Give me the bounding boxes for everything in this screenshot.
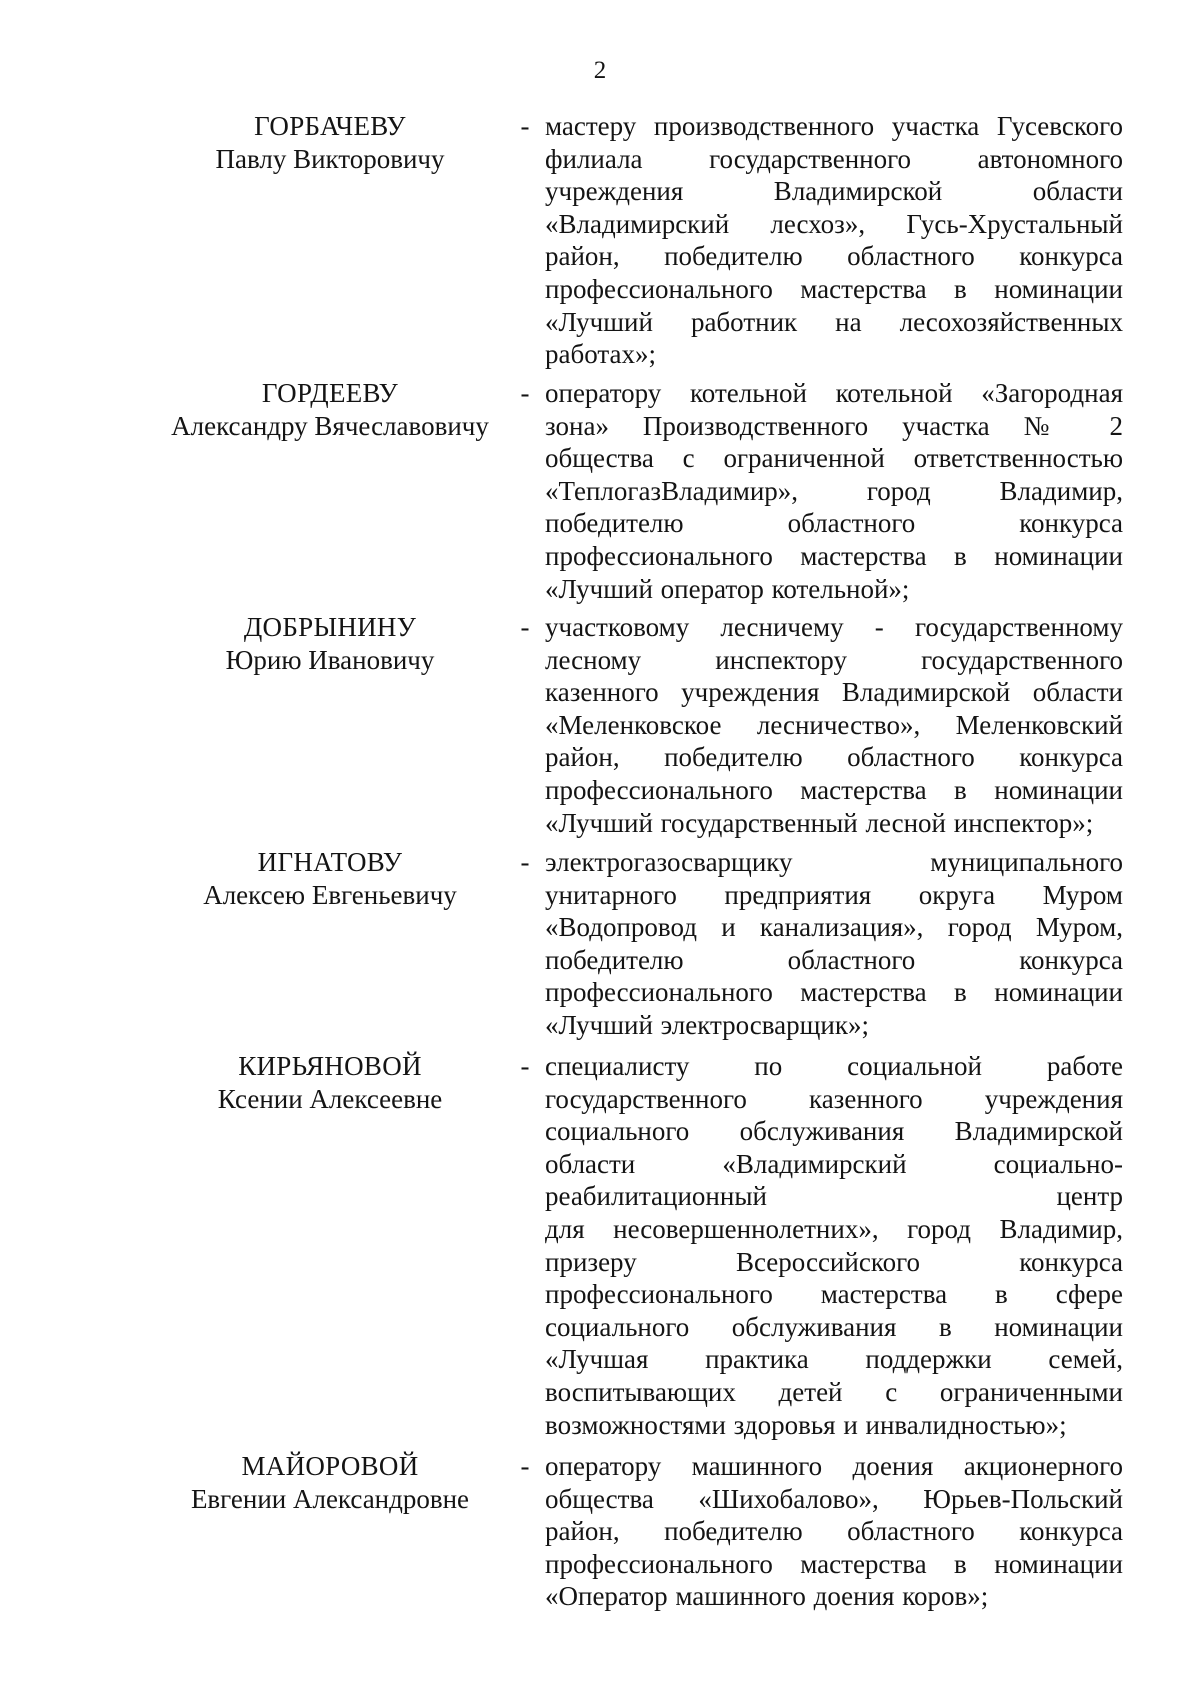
description-line: победителю областного конкурса [545,508,1123,539]
recipient-name [120,1450,540,1516]
description-line: реабилитационный центр [545,1181,1123,1212]
description-line: возможностями здоровья и инвалидностью»; [545,1409,1067,1440]
description-line: «Лучший государственный лесной инспектор»; [545,807,1094,838]
description-line: «ТеплогазВладимир», город Владимир, [545,475,1123,506]
recipient-surname: МАЙОРОВОЙ [241,1451,419,1481]
description-line: электрогазосварщику муниципального [545,847,1123,877]
description-line: «Лучший электросварщик»; [545,1009,869,1040]
recipient-description [545,611,1123,839]
recipient-description [545,846,1123,1042]
recipient-description [545,1450,1123,1613]
recipient-given-names: Павлу Викторовичу [215,144,445,174]
entry-dash: - [520,1451,530,1481]
description-line: район, победителю областного конкурса [545,742,1123,773]
description-line: оператору машинного доения акционерного [545,1451,1123,1481]
description-line: мастеру производственного участка Гусевского [545,111,1123,141]
description-line: район, победителю областного конкурса [545,1516,1123,1547]
description-line: лесному инспектору государственного [545,644,1123,675]
description-line: «Меленковское лесничество», Меленковский [545,709,1123,740]
description-line: социального обслуживания Владимирской [545,1116,1123,1147]
description-line: «Лучшая практика поддержки семей, [545,1344,1123,1375]
description-line: специалисту по социальной работе [545,1051,1123,1081]
recipient-name [120,110,540,176]
recipient-surname: КИРЬЯНОВОЙ [238,1051,422,1081]
description-line: работах»; [545,339,656,370]
description-line: профессионального мастерства в номинации [545,774,1123,805]
recipient-surname: ИГНАТОВУ [257,847,403,877]
entry-dash: - [520,111,530,141]
recipient-description [545,377,1123,605]
recipient-description [545,110,1123,371]
recipient-surname: ГОРДЕЕВУ [261,378,399,408]
description-line: общества «Шихобалово», Юрьев-Польский [545,1483,1123,1514]
description-line: «Лучший оператор котельной»; [545,573,910,604]
description-line: призеру Всероссийского конкурса [545,1246,1123,1277]
description-line: «Водопровод и канализация», город Муром, [545,912,1123,943]
description-line: профессионального мастерства в сфере [545,1279,1123,1310]
description-line: унитарного предприятия округа Муром [545,879,1123,910]
description-line: зона» Производственного участка № 2 [545,410,1123,441]
description-line: филиала государственного автономного [545,143,1123,174]
description-line: участковому лесничему - государственному [545,612,1123,642]
recipient-given-names: Александру Вячеславовичу [171,411,489,441]
recipient-name [120,377,540,443]
entry-dash: - [520,847,530,877]
description-line: оператору котельной котельной «Загородная [545,378,1123,408]
recipient-name [120,1050,540,1116]
description-line: профессионального мастерства в номинации [545,540,1123,571]
description-line: победителю областного конкурса [545,944,1123,975]
description-line: общества с ограниченной ответственностью [545,443,1123,474]
entry-dash: - [520,612,530,642]
description-line: «Владимирский лесхоз», Гусь-Хрустальный [545,208,1123,239]
description-line: учреждения Владимирской области [545,176,1123,207]
page-number: 2 [593,57,607,84]
recipient-description [545,1050,1123,1441]
description-line: государственного казенного учреждения [545,1083,1123,1114]
recipient-name [120,611,540,677]
recipient-name [120,846,540,912]
description-line: для несовершеннолетних», город Владимир, [545,1213,1123,1244]
description-line: социального обслуживания в номинации [545,1311,1123,1342]
description-line: «Лучший работник на лесохозяйственных [545,306,1123,337]
description-line: воспитывающих детей с ограниченными [545,1376,1123,1407]
description-line: район, победителю областного конкурса [545,241,1123,272]
description-line: профессионального мастерства в номинации [545,273,1123,304]
description-line: казенного учреждения Владимирской области [545,677,1123,708]
recipient-given-names: Алексею Евгеньевичу [203,880,457,910]
recipient-given-names: Юрию Ивановичу [225,645,435,675]
recipient-given-names: Евгении Александровне [190,1484,470,1514]
recipient-surname: ДОБРЫНИНУ [243,612,417,642]
entry-dash: - [520,1051,530,1081]
description-line: профессионального мастерства в номинации [545,977,1123,1008]
recipient-given-names: Ксении Алексеевне [217,1084,443,1114]
description-line: «Оператор машинного доения коров»; [545,1581,989,1612]
entry-dash: - [520,378,530,408]
recipient-surname: ГОРБАЧЕВУ [254,111,406,141]
description-line: области «Владимирский социально- [545,1148,1123,1179]
description-line: профессионального мастерства в номинации [545,1548,1123,1579]
